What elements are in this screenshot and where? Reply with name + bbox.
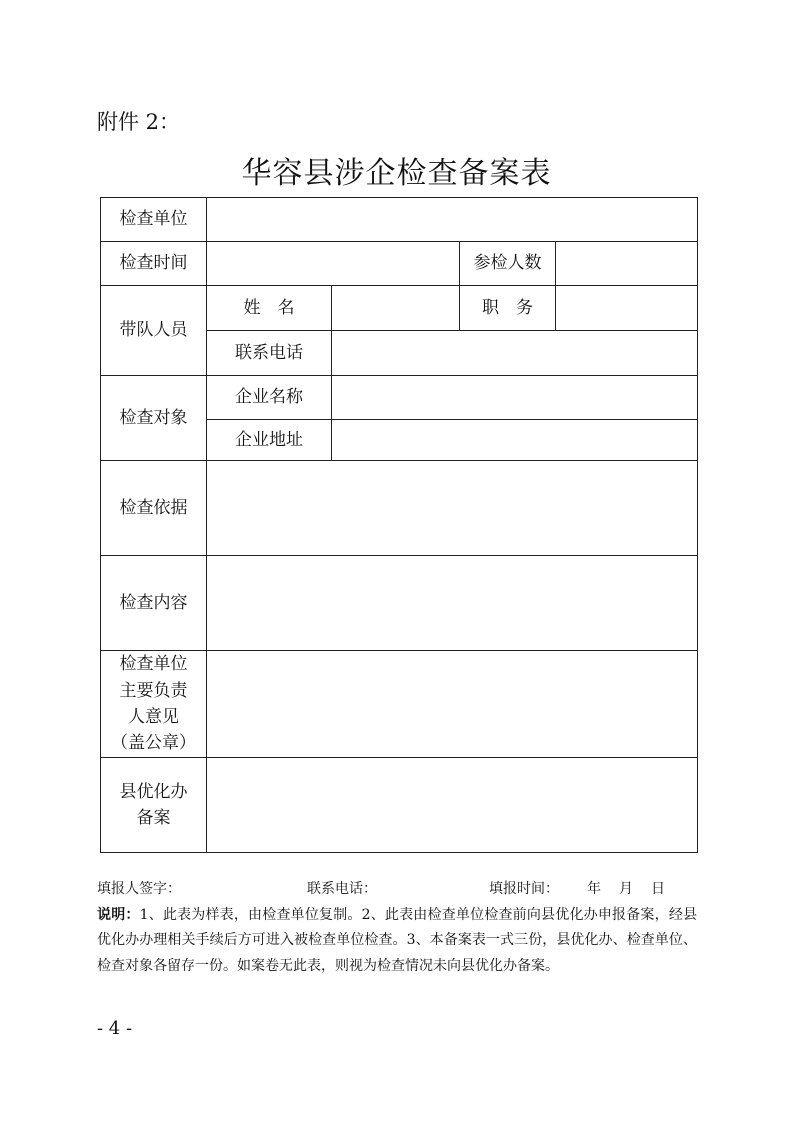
label-company-address: 企业地址: [207, 420, 332, 461]
label-record-line: 备案: [136, 808, 171, 828]
attachment-label: 附件 2：: [97, 110, 181, 134]
label-participants: 参检人数: [460, 242, 556, 286]
fill-time-label: 填报时间：: [489, 881, 559, 897]
month-label: 月: [619, 881, 633, 897]
note-label: 说明：: [97, 907, 140, 923]
label-opinion: [101, 651, 207, 758]
label-name: 姓 名: [207, 286, 332, 331]
year-label: 年: [587, 881, 601, 897]
field-opinion[interactable]: [207, 651, 698, 758]
contact-label: 联系电话：: [307, 881, 377, 897]
page-number: - 4 -: [97, 1018, 133, 1039]
label-opinion-line: （盖公章）: [111, 733, 196, 754]
field-company-address[interactable]: [332, 420, 698, 461]
label-basis: 检查依据: [101, 461, 207, 556]
field-position[interactable]: [556, 286, 698, 331]
form-title: 华容县涉企检查备案表: [241, 156, 552, 191]
field-participants[interactable]: [556, 242, 698, 286]
label-company-name: 企业名称: [207, 376, 332, 420]
day-label: 日: [651, 881, 665, 897]
label-leader: 带队人员: [101, 286, 207, 376]
label-opinion-line: 主要负责: [119, 680, 188, 701]
field-basis[interactable]: [207, 461, 698, 556]
field-record[interactable]: [207, 758, 698, 853]
field-inspect-time[interactable]: [207, 242, 460, 286]
label-content: 检查内容: [101, 556, 207, 651]
instructions: [97, 903, 697, 979]
label-record-line: 县优化办: [119, 781, 188, 802]
field-inspect-unit[interactable]: [207, 198, 698, 242]
note-text: 1、此表为样表，由检查单位复制。2、此表由检查单位检查前向县优化办申报备案，经县优化办办理相关手续后方可进入被检查单位检查。3、本备案表一式三份，县优化办、检查单位、检查对象各留存一份。如案卷无此表，则视为检查情况未向县优化办备案。: [97, 907, 698, 974]
label-phone: 联系电话: [207, 331, 332, 376]
signer-label: 填报人签字：: [97, 881, 181, 897]
label-opinion-line: 人意见: [128, 707, 179, 727]
field-content[interactable]: [207, 556, 698, 651]
field-name[interactable]: [332, 286, 460, 331]
label-inspect-unit: 检查单位: [101, 198, 207, 242]
label-inspect-time: 检查时间: [101, 242, 207, 286]
label-target: 检查对象: [101, 376, 207, 461]
label-opinion-line: 检查单位: [119, 654, 188, 675]
label-record: [101, 758, 207, 853]
field-company-name[interactable]: [332, 376, 698, 420]
field-phone[interactable]: [332, 331, 698, 376]
record-form-table: [100, 197, 698, 853]
label-position: 职 务: [460, 286, 556, 331]
